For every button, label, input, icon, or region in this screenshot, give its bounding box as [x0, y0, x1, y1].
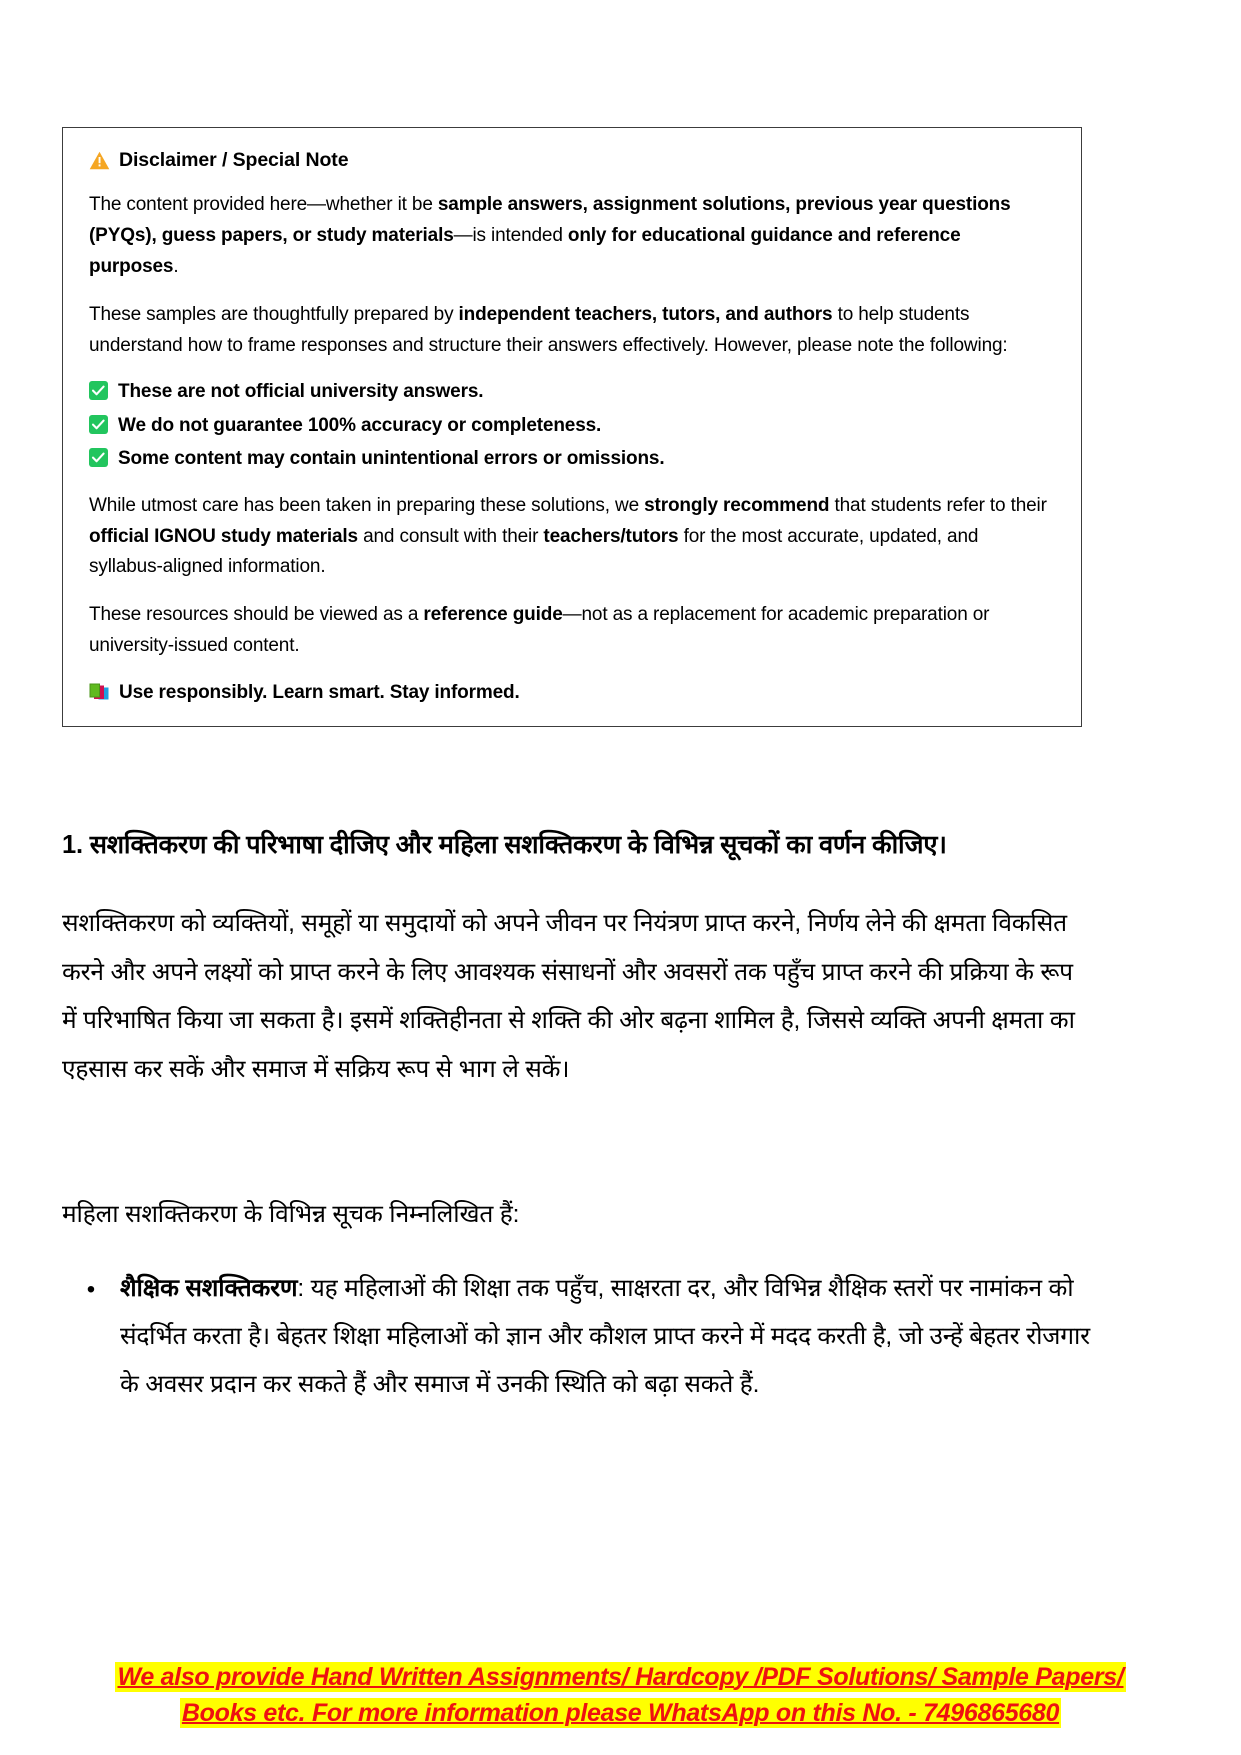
list-intro: महिला सशक्तिकरण के विभिन्न सूचक निम्नलिखित हैं: [62, 1201, 520, 1228]
p4-seg1: These resources should be viewed as a [89, 604, 424, 626]
list-item [62, 1265, 1092, 1408]
list-item [89, 412, 1055, 440]
checklist-label: We do not guarantee 100% accuracy or completeness. [118, 414, 602, 436]
footer-row-1 [0, 1660, 1241, 1696]
p1-seg3: . [173, 255, 179, 277]
p3-bold1: strongly recommend [644, 494, 830, 516]
p4-seg2: —not as a replacement for academic preparation or university-issued content. [89, 604, 990, 656]
p1-bold1: sample answers, assignment solutions, previous year questions (PYQs), guess papers, or study materials [89, 194, 1011, 247]
green-check-icon [89, 415, 108, 434]
p4-bold1: reference guide [423, 604, 563, 626]
books-icon [89, 683, 110, 703]
disclaimer-title-row [89, 150, 1055, 171]
question-heading: 1. सशक्तिकरण की परिभाषा दीजिए और महिला सशक्तिकरण के विभिन्न सूचकों का वर्णन कीजिए। [62, 831, 947, 859]
footer-banner [0, 1660, 1241, 1731]
list-item [89, 378, 1055, 406]
disclaimer-checklist [89, 378, 1055, 473]
p3-seg1: While utmost care has been taken in preparing these solutions, we [89, 494, 645, 516]
disclaimer-paragraph-3 [89, 491, 1055, 583]
bullet-term: शैक्षिक सशक्तिकरण [120, 1275, 298, 1302]
bullet-description: यह महिलाओं की शिक्षा तक पहुँच, साक्षरता दर, और विभिन्न शैक्षिक स्तरों पर नामांकन को संदर्भित करता है। बेहतर शिक्षा महिलाओं को ज्ञान और कौशल प्राप्त करने में मदद करती है, जो उन्हें बेहतर रोजगार के अवसर प्रदान कर सकते हैं और समाज में उनकी स्थिति को बढ़ा सकते हैं. [120, 1275, 1090, 1398]
p2-seg2: to help students understand how to frame responses and structure their answers effectively. However, please note the following: [89, 303, 1008, 356]
p3-seg4: for the most accurate, updated, and syllabus-aligned information. [89, 525, 979, 578]
disclaimer-paragraph-4 [89, 600, 1055, 662]
disclaimer-paragraph-1 [89, 190, 1055, 282]
p3-bold3: teachers/tutors [543, 525, 679, 547]
footer-line-1: We also provide Hand Written Assignments/ Hardcopy /PDF Solutions/ Sample Papers/ [117, 1663, 1124, 1691]
bullet-marker-icon: • [86, 1276, 96, 1303]
green-check-icon [89, 448, 108, 467]
p2-bold1: independent teachers, tutors, and authors [458, 303, 833, 325]
p1-seg1: The content provided here—whether it be [89, 194, 438, 216]
disclaimer-title: Disclaimer / Special Note [119, 149, 349, 171]
disclaimer-paragraph-2 [89, 300, 1055, 362]
bullet-separator: : [297, 1275, 311, 1302]
checklist-label: Some content may contain unintentional errors or omissions. [118, 448, 665, 470]
checklist-label: These are not official university answers. [118, 381, 484, 403]
p3-seg2: that students refer to their [829, 494, 1047, 516]
p3-bold2: official IGNOU study materials [89, 525, 358, 547]
green-check-icon [89, 381, 108, 400]
list-item [89, 445, 1055, 473]
footer-line-2: Books etc. For more information please WhatsApp on this No. - 7496865680 [181, 1698, 1060, 1727]
p1-bold2: only for educational guidance and reference purposes [89, 225, 961, 277]
p1-seg2: —is intended [453, 225, 568, 247]
indicator-list [62, 1265, 1092, 1408]
disclaimer-final-note [89, 680, 1055, 707]
footer-row-2 [0, 1696, 1241, 1732]
warning-triangle-icon [89, 151, 110, 170]
disclaimer-box [62, 127, 1082, 727]
p2-seg1: These samples are thoughtfully prepared by [89, 303, 459, 325]
answer-paragraph: सशक्तिकरण को व्यक्तियों, समूहों या समुदायों को अपने जीवन पर नियंत्रण प्राप्त करने, निर्णय लेने की क्षमता विकसित करने और अपने लक्ष्यों को प्राप्त करने के लिए आवश्यक संसाधनों और अवसरों तक पहुँच प्राप्त करने की प्रक्रिया के रूप में परिभाषित किया जा सकता है। इसमें शक्तिहीनता से शक्ति की ओर बढ़ना शामिल है, जिससे व्यक्ति अपनी क्षमता का एहसास कर सकें और समाज में सक्रिय रूप से भाग ले सकें। [62, 910, 1075, 1083]
final-note-label: Use responsibly. Learn smart. Stay informed. [119, 681, 520, 703]
p3-seg3: and consult with their [357, 525, 544, 547]
bullet-text [120, 1265, 1092, 1408]
